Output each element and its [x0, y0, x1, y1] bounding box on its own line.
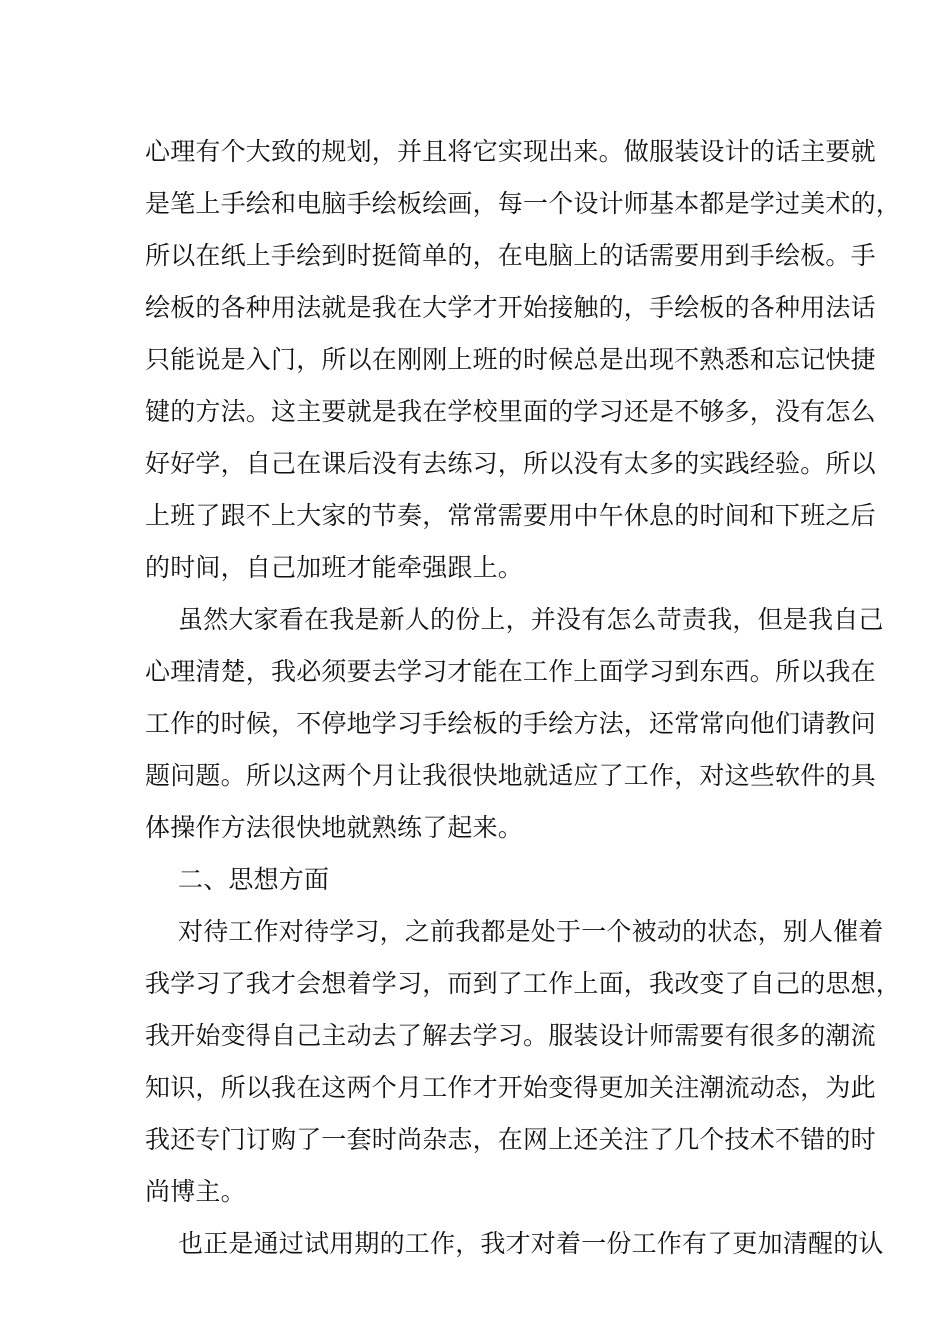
- text-line: 键的方法。这主要就是我在学校里面的学习还是不够多，没有怎么: [145, 397, 876, 426]
- text-line: 题问题。所以这两个月让我很快地就适应了工作，对这些软件的具: [145, 761, 876, 790]
- text-line: 上班了跟不上大家的节奏，常常需要用中午休息的时间和下班之后: [145, 501, 876, 530]
- text-line: 心理清楚，我必须要去学习才能在工作上面学习到东西。所以我在: [145, 657, 876, 686]
- text-line: 的时间，自己加班才能牵强跟上。: [145, 553, 524, 582]
- text-line: 虽然大家看在我是新人的份上，并没有怎么苛责我，但是我自己: [178, 605, 884, 634]
- text-line: 是笔上手绘和电脑手绘板绘画，每一个设计师基本都是学过美术的，: [145, 189, 902, 218]
- text-line: 心理有个大致的规划，并且将它实现出来。做服装设计的话主要就: [145, 137, 876, 166]
- text-line: 绘板的各种用法就是我在大学才开始接触的，手绘板的各种用法话: [145, 293, 876, 322]
- text-line: 好好学，自己在课后没有去练习，所以没有太多的实践经验。所以: [145, 449, 876, 478]
- text-line: 我还专门订购了一套时尚杂志，在网上还关注了几个技术不错的时: [145, 1125, 876, 1154]
- text-line: 知识，所以我在这两个月工作才开始变得更加关注潮流动态，为此: [145, 1073, 876, 1102]
- text-line: 尚博主。: [145, 1177, 246, 1206]
- text-line: 我学习了我才会想着学习，而到了工作上面，我改变了自己的思想，: [145, 969, 902, 998]
- section-heading: 二、思想方面: [178, 865, 330, 894]
- text-line: 所以在纸上手绘到时挺简单的，在电脑上的话需要用到手绘板。手: [145, 241, 876, 270]
- text-line: 只能说是入门，所以在刚刚上班的时候总是出现不熟悉和忘记快捷: [145, 345, 876, 374]
- text-line: 我开始变得自己主动去了解去学习。服装设计师需要有很多的潮流: [145, 1021, 876, 1050]
- text-line: 工作的时候，不停地学习手绘板的手绘方法，还常常向他们请教问: [145, 709, 876, 738]
- text-line: 体操作方法很快地就熟练了起来。: [145, 813, 524, 842]
- text-line: 也正是通过试用期的工作，我才对着一份工作有了更加清醒的认: [178, 1229, 884, 1258]
- text-line: 对待工作对待学习，之前我都是处于一个被动的状态，别人催着: [178, 917, 884, 946]
